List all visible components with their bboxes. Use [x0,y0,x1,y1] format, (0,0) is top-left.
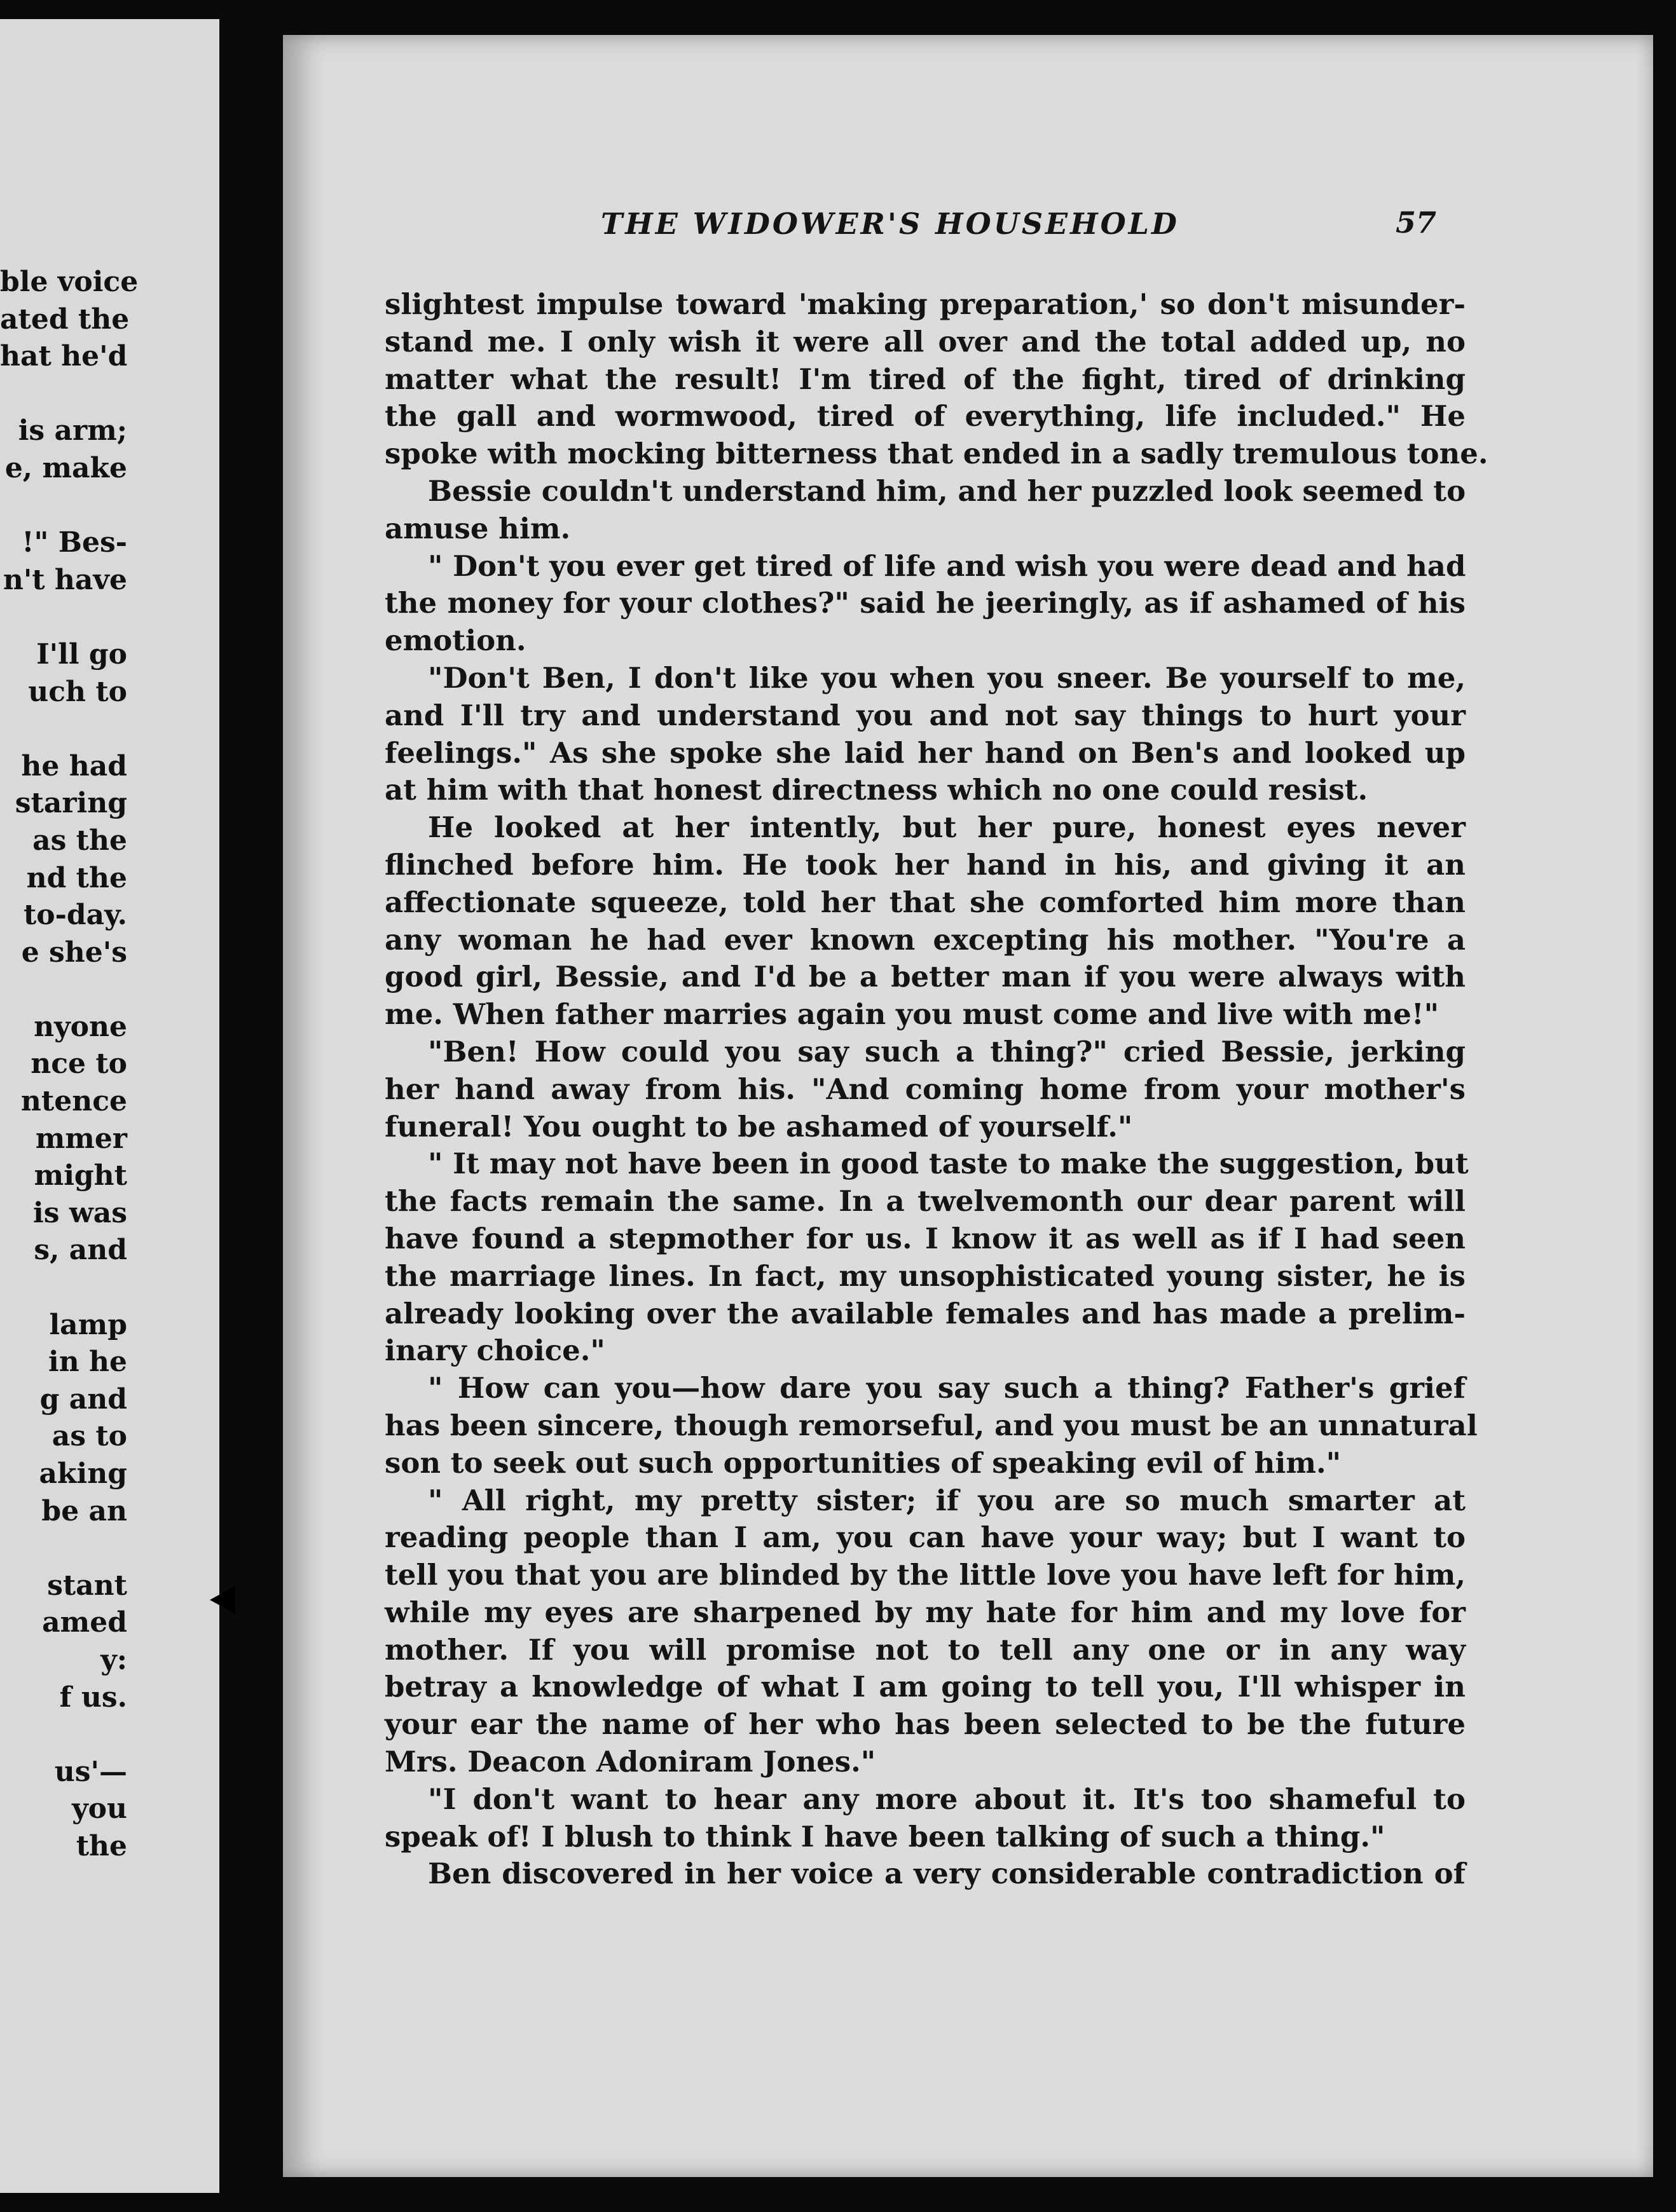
body-line: your ear the name of her who has been selected to be the future [385,1707,1466,1742]
left-page-text [0,264,139,1866]
left-page-line: f us. [59,1681,127,1714]
main-page [283,35,1653,2177]
body-text [385,286,1488,1893]
left-page-line: in he [48,1346,127,1379]
body-line: flinched before him. He took her hand in his, and giving it an [385,847,1466,882]
left-page-line [0,599,127,636]
body-line: "I don't want to hear any more about it. It's too shameful to [428,1782,1466,1816]
left-page-line: to-day. [23,899,127,932]
left-page-line: he had [21,749,127,782]
left-page-line: you [72,1792,127,1826]
left-page-line: is was [33,1196,127,1229]
body-line: any woman he had ever known excepting his mother. "You're a [385,922,1466,957]
left-page-line: the [76,1829,127,1862]
left-page-line [0,711,127,748]
left-page-line: nce to [31,1048,127,1081]
left-page-line [0,488,127,525]
left-page-line: us'— [54,1755,127,1788]
left-page-line: as to [52,1420,127,1453]
body-line: matter what the result! I'm tired of the fight, tired of drinking [385,362,1466,396]
left-page-line [0,1716,127,1754]
left-page-line: y: [100,1643,127,1676]
left-page-line: as the [32,824,127,857]
body-line: the money for your clothes?" said he jeeringly, as if ashamed of his [385,586,1466,620]
left-page-line [0,1269,127,1307]
body-line: feelings." As she spoke she laid her hand on Ben's and looked up [385,735,1466,770]
left-page-line: !" Bes- [22,526,127,559]
body-line: " How can you—how dare you say such a thing? Father's grief [428,1371,1466,1405]
body-line: "Don't Ben, I don't like you when you sneer. Be yourself to me, [428,660,1466,695]
body-line: tell you that you are blinded by the little love you have left for him, [385,1558,1466,1592]
body-line: reading people than I am, you can have your way; but I want to [385,1520,1466,1555]
book-gutter [219,0,289,2212]
body-line: the facts remain the same. In a twelvemonth our dear parent will [385,1184,1466,1219]
left-page-line: s, and [34,1234,127,1267]
left-page-line: uch to [28,675,127,708]
left-page-line: amed [42,1606,127,1639]
left-page-line: nyone [34,1010,127,1043]
left-page-line: g and [39,1382,127,1416]
body-line: the marriage lines. In fact, my unsophisticated young sister, he is [385,1259,1466,1293]
body-line: " Don't you ever get tired of life and wish you were dead and had [428,549,1466,583]
body-line: stand me. I only wish it were all over and the total added up, no [385,324,1466,358]
left-page-line: nd the [26,861,127,894]
body-line: son to seek out such opportunities of speaking evil of him." [385,1445,1342,1480]
left-page-line: is arm; [18,414,127,447]
body-line: Ben discovered in her voice a very considerable contradiction of [428,1857,1466,1891]
body-line: "Ben! How could you say such a thing?" cried Bessie, jerking [428,1034,1466,1068]
body-line: while my eyes are sharpened by my hate for him and my love for [385,1595,1466,1629]
left-page-line: lamp [49,1308,127,1341]
body-line: " It may not have been in good taste to make the suggestion, but [428,1147,1469,1181]
body-line: amuse him. [385,511,571,545]
left-page-line [0,971,127,1009]
body-line: Mrs. Deacon Adoniram Jones." [385,1745,876,1779]
left-page-line: ated the [0,303,130,336]
body-line: me. When father marries again you must come and live with me!" [385,997,1439,1032]
body-line: Bessie couldn't understand him, and her puzzled look seemed to [428,474,1466,508]
spine-notch [210,1586,235,1614]
body-line: already looking over the available females and has made a prelim- [385,1296,1466,1330]
left-page-line: ntence [20,1085,127,1118]
body-line: good girl, Bessie, and I'd be a better man if you were always with [385,960,1466,994]
left-page-line: ble voice [0,266,139,298]
left-page-line: I'll go [36,638,127,671]
left-page-line: e, make [4,451,127,484]
left-page-line: stant [47,1569,127,1602]
left-page-line [0,376,127,413]
page-number: 57 [1396,205,1437,240]
body-line: at him with that honest directness which no one could resist. [385,773,1368,807]
left-page-line: be an [41,1494,127,1527]
body-line: have found a stepmother for us. I know it as well as if I had seen [385,1221,1466,1255]
body-line: speak of! I blush to think I have been talking of such a thing." [385,1819,1385,1854]
left-page-line [0,1530,127,1567]
body-line: " All right, my pretty sister; if you are so much smarter at [428,1483,1466,1517]
left-page-line: e she's [21,936,127,969]
body-line: the gall and wormwood, tired of everything, life included." He [385,399,1466,434]
body-line: has been sincere, though remorseful, and you must be an unnatural [385,1408,1478,1442]
left-facing-page [0,19,229,2193]
right-scan-edge [1653,0,1676,2212]
body-line: inary choice." [385,1334,605,1368]
body-line: funeral! You ought to be ashamed of yourself." [385,1109,1133,1144]
running-head: THE WIDOWER'S HOUSEHOLD [601,207,1179,241]
body-line: emotion. [385,624,526,658]
body-line: affectionate squeeze, told her that she comforted him more than [385,885,1466,919]
body-line: mother. If you will promise not to tell any one or in any way [385,1632,1466,1667]
left-page-line: aking [39,1458,127,1490]
body-line: her hand away from his. "And coming home from your mother's [385,1072,1466,1106]
left-page-line: hat he'd [0,340,128,373]
body-line: slightest impulse toward 'making preparation,' so don't misunder- [385,287,1466,321]
body-line: He looked at her intently, but her pure, honest eyes never [428,810,1466,845]
left-page-line: n't have [3,563,127,596]
body-line: betray a knowledge of what I am going to tell you, I'll whisper in [385,1670,1466,1704]
left-page-line: staring [15,787,127,820]
left-page-line: might [34,1159,127,1192]
body-line: and I'll try and understand you and not say things to hurt your [385,698,1466,732]
body-line: spoke with mocking bitterness that ended in a sadly tremulous tone. [385,437,1488,471]
left-page-line: mmer [35,1122,127,1155]
